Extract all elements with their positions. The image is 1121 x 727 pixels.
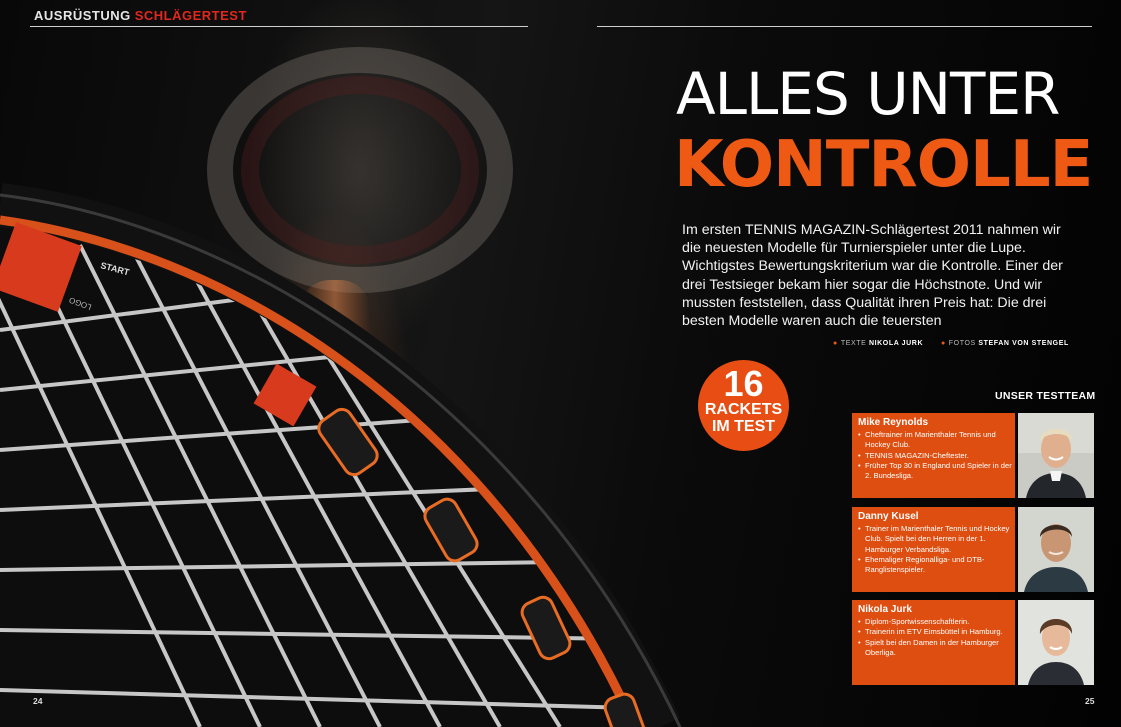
member-info-box [852, 507, 1015, 592]
member-info-box [852, 413, 1015, 498]
member-photo [1018, 600, 1094, 685]
member-name: Mike Reynolds [858, 417, 929, 428]
subsection-name: SCHLÄGERTEST [134, 8, 247, 23]
headline-line1: ALLES UNTER [676, 60, 1060, 128]
credit-text-author: NIKOLA JURK [868, 340, 924, 347]
member-photo [1018, 507, 1094, 592]
member-bullets [858, 524, 1012, 575]
member-bullet: • Diplom-Sportwissenschaftlerin. [858, 617, 1012, 627]
page-number-right: 25 [1085, 696, 1095, 706]
badge-line2: RACKETS [704, 401, 783, 418]
member-photo [1018, 413, 1094, 498]
member-bullet: • Spielt bei den Damen in der Hamburger Oberliga. [858, 638, 1012, 659]
member-bullet: • Früher Top 30 in England und Spieler in der 2. Bundesliga. [858, 461, 1012, 482]
header-rule-right [597, 26, 1092, 27]
badge-line3: IM TEST [711, 418, 776, 435]
credit-photo-author: STEFAN VON STENGEL [978, 340, 1069, 347]
bullet-dot-icon: ● [833, 340, 838, 347]
rackets-badge [698, 360, 789, 451]
racket-label-logo: LOGO [67, 295, 93, 312]
racket-label-start: START [99, 260, 131, 278]
page-number-left: 24 [33, 696, 43, 706]
team-member-card [852, 507, 1094, 592]
section-name: AUSRÜSTUNG [34, 8, 131, 23]
member-bullet: • Cheftrainer im Marienthaler Tennis und Hockey Club. [858, 430, 1012, 451]
member-name: Danny Kusel [858, 511, 919, 522]
section-label [34, 8, 247, 23]
team-heading: UNSER TESTTEAM [995, 390, 1096, 402]
member-bullets [858, 430, 1012, 481]
credits [833, 340, 1069, 347]
member-name: Nikola Jurk [858, 604, 912, 615]
member-bullet: • Trainerin im ETV Eimsbüttel in Hamburg. [858, 627, 1012, 637]
intro-text: Im ersten TENNIS MAGAZIN-Schlägertest 2011 nahmen wir die neuesten Modelle für Turnierspieler unter die Lupe. Wichtigstes Bewertungskriterium war die Kontrolle. Einer der drei Testsieger bekam hier sogar die Höchstnote. Und wir mussten feststellen, dass Qualität ihren Preis hat: Die drei besten Modelle waren auch die teuersten [682, 222, 1063, 330]
badge-number: 16 [723, 363, 764, 404]
member-bullet: • Ehemaliger Regionalliga- und DTB-Ranglistenspieler. [858, 555, 1012, 576]
team-member-card [852, 600, 1094, 685]
headline-line2: KONTROLLE [674, 128, 1093, 202]
bullet-dot-icon: ● [940, 340, 946, 347]
team-member-card [852, 413, 1094, 498]
member-info-box [852, 600, 1015, 685]
header-rule-left [30, 26, 528, 27]
member-bullets [858, 617, 1012, 658]
credit-text-label: TEXTE [840, 340, 867, 347]
credit-photo-label: FOTOS [948, 340, 976, 347]
member-bullet: • Trainer im Marienthaler Tennis und Hockey Club. Spielt bei den Herren in der 1. Hamburger Verbandsliga. [858, 524, 1012, 555]
member-bullet: • TENNIS MAGAZIN-Cheftester. [858, 451, 1012, 461]
